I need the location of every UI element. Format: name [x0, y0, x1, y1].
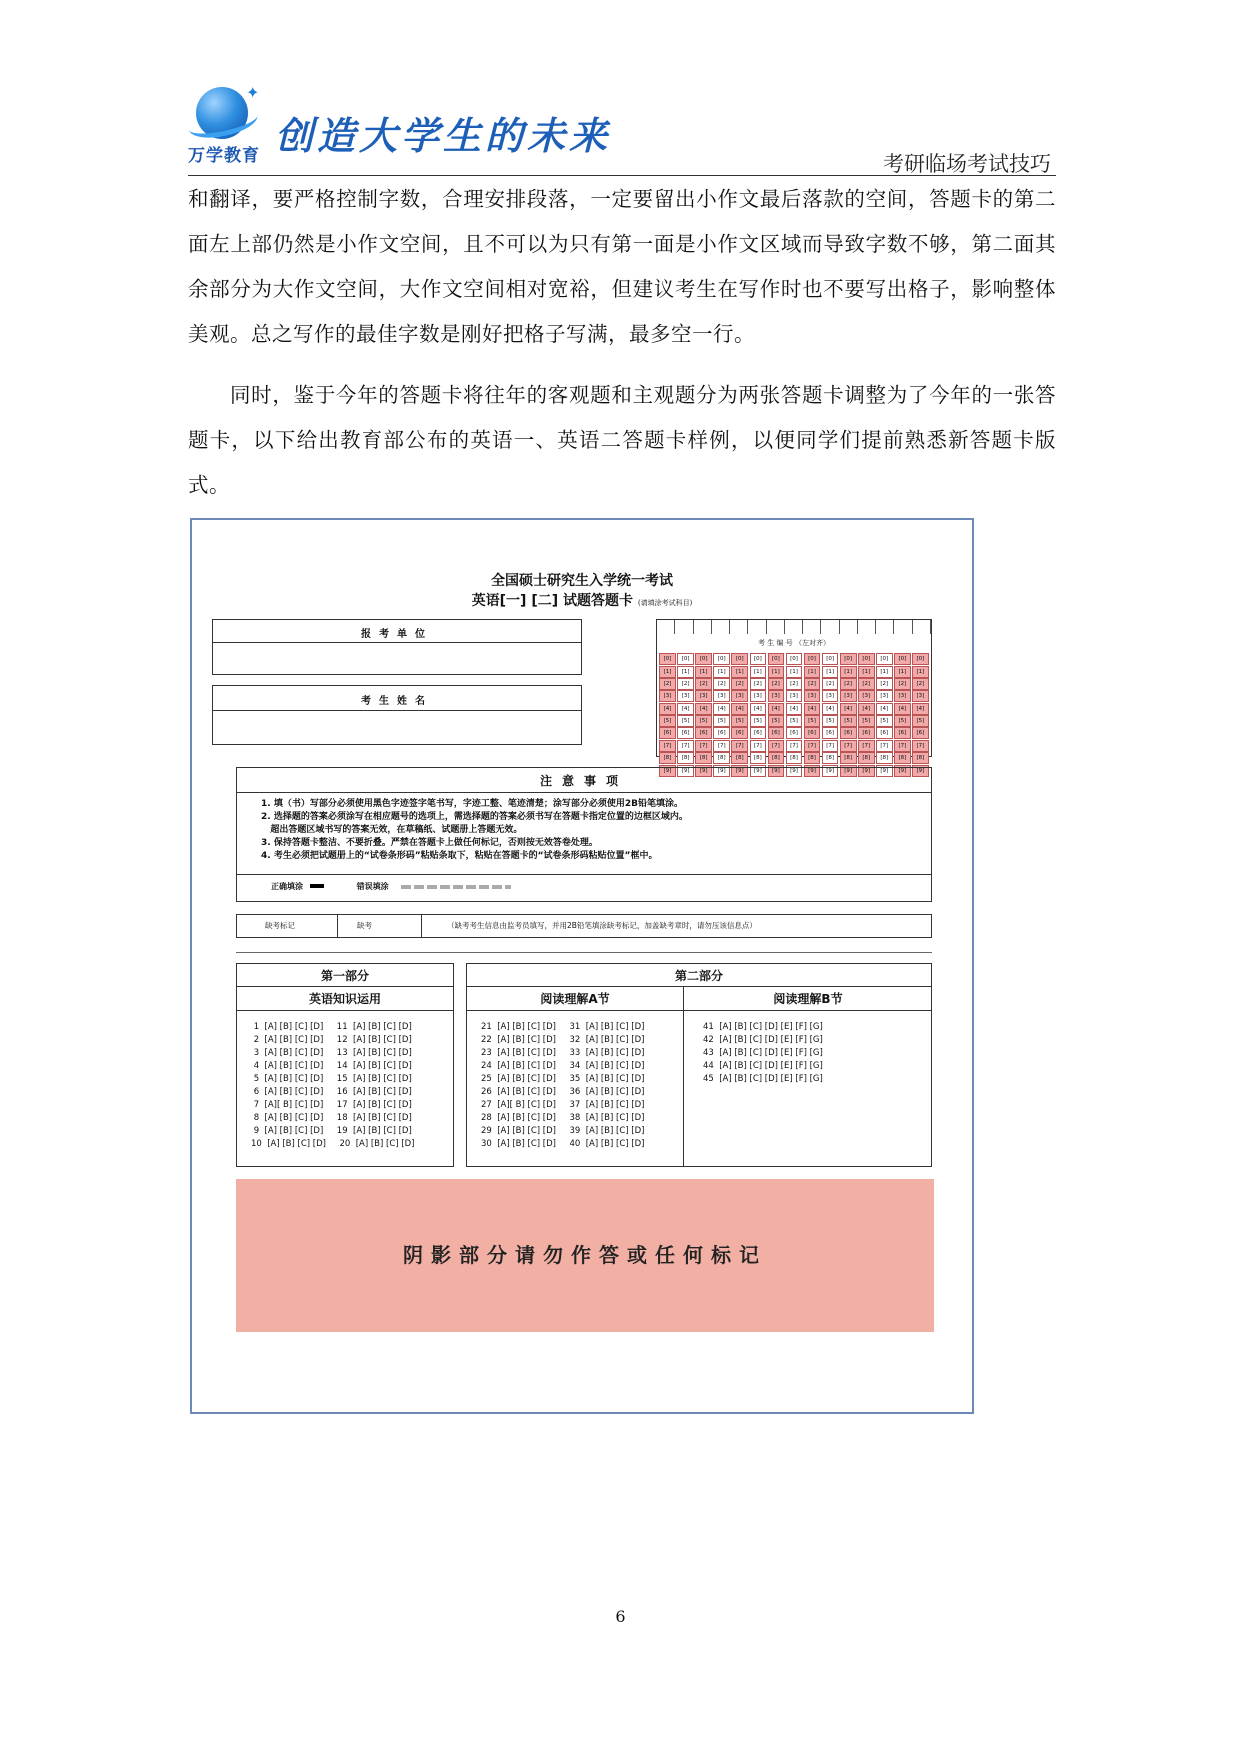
digit-bubble: [9]: [768, 765, 785, 777]
digit-bubble: [4]: [768, 703, 785, 715]
paragraph-1: 和翻译，要严格控制字数，合理安排段落，一定要留出小作文最后落款的空间，答题卡的第二面左上部仍然是小作文空间，且不可以为只有第一面是小作文区域而导致字数不够，第二面其余部分为大作文空间，大作文空间相对宽裕，但建议考生在写作时也不要写出格子，影响整体美观。总之写作的最佳字数是刚好把格子写满，最多空一行。: [188, 187, 1056, 346]
digit-bubble: [2]: [876, 678, 893, 690]
exam-number-column: [659, 653, 676, 774]
digit-bubble: [6]: [894, 727, 911, 739]
digit-bubble: [6]: [713, 727, 730, 739]
exam-number-column: [840, 653, 857, 774]
digit-bubble: [3]: [768, 690, 785, 702]
digit-bubble: [9]: [822, 765, 839, 777]
exam-number-column: [858, 653, 875, 774]
digit-bubble: [1]: [912, 666, 929, 678]
digit-bubble: [6]: [768, 727, 785, 739]
digit-bubble: [7]: [659, 740, 676, 752]
digit-bubble: [4]: [912, 703, 929, 715]
digit-bubble: [1]: [677, 666, 694, 678]
digit-bubble: [1]: [750, 666, 767, 678]
digit-bubble: [2]: [695, 678, 712, 690]
exam-number-column: [677, 653, 694, 774]
paragraph-2: 同时，鉴于今年的答题卡将往年的客观题和主观题分为两张答题卡调整为了今年的一张答题卡，以下给出教育部公布的英语一、英语二答题卡样例，以便同学们提前熟悉新答题卡版式。: [188, 383, 1056, 497]
wrong-fill-label: 错误填涂: [356, 882, 389, 891]
digit-bubble: [2]: [822, 678, 839, 690]
digit-bubble: [8]: [677, 752, 694, 764]
digit-bubble: [0]: [659, 653, 676, 665]
apply-unit-box: [212, 619, 582, 675]
exam-number-box: [656, 619, 932, 774]
digit-bubble: [9]: [840, 765, 857, 777]
digit-bubble: [3]: [912, 690, 929, 702]
exam-number-column: [749, 653, 766, 774]
digit-bubble: [3]: [731, 690, 748, 702]
digit-bubble: [5]: [731, 715, 748, 727]
digit-bubble: [5]: [695, 715, 712, 727]
header-divider: [188, 175, 1056, 176]
digit-bubble: [5]: [659, 715, 676, 727]
digit-bubble: [7]: [695, 740, 712, 752]
digit-bubble: [0]: [840, 653, 857, 665]
digit-bubble: [0]: [695, 653, 712, 665]
digit-bubble: [2]: [840, 678, 857, 690]
absent-mark-label: 缺考标记: [265, 921, 295, 930]
digit-bubble: [4]: [858, 703, 875, 715]
digit-bubble: [2]: [677, 678, 694, 690]
digit-bubble: [7]: [677, 740, 694, 752]
card-subtitle-note: (请填涂考试科目): [637, 599, 693, 607]
digit-bubble: [7]: [768, 740, 785, 752]
digit-bubble: [9]: [677, 765, 694, 777]
digit-bubble: [3]: [786, 690, 803, 702]
digit-bubble: [5]: [912, 715, 929, 727]
digit-bubble: [5]: [876, 715, 893, 727]
note-item: 超出答题区域书写的答案无效，在草稿纸、试题册上答题无效。: [261, 825, 523, 835]
digit-bubble: [8]: [840, 752, 857, 764]
digit-bubble: [8]: [858, 752, 875, 764]
digit-bubble: [7]: [750, 740, 767, 752]
exam-number-column: [767, 653, 784, 774]
shaded-area-text: 阴影部分请勿作答或任何标记: [403, 1243, 767, 1267]
digit-bubble: [2]: [750, 678, 767, 690]
digit-bubble: [9]: [659, 765, 676, 777]
digit-bubble: [7]: [731, 740, 748, 752]
digit-bubble: [5]: [822, 715, 839, 727]
digit-bubble: [9]: [786, 765, 803, 777]
digit-bubble: [5]: [840, 715, 857, 727]
digit-bubble: [8]: [876, 752, 893, 764]
digit-bubble: [2]: [786, 678, 803, 690]
digit-bubble: [5]: [894, 715, 911, 727]
digit-bubble: [3]: [713, 690, 730, 702]
digit-bubble: [8]: [659, 752, 676, 764]
digit-bubble: [6]: [822, 727, 839, 739]
digit-bubble: [1]: [840, 666, 857, 678]
note-item: 4. 考生必须把试题册上的“试卷条形码”粘贴条取下，粘贴在答题卡的“试卷条形码粘贴位置”框中。: [261, 851, 658, 861]
part-one-questions: 1 [A] [B] [C] [D] 11 [A] [B] [C] [D] 2 [A] [B] [C] [D] 12 [A] [B] [C] [D] 3 [A] [B] [C] [D] 13 [A] [B] [C] [D] 4 [A] [B] [C] [D] 14 [A] [B] [C] [D] 5 [A] [B] [C] [D] 15 [A] [B] [C] [D] 6 [A] [B] [C] [D] 16 [A] [B] [C] [D] 7 [A][ B] [C] [D] 17 [A] [B] [C] [D] 8 [A] [B] [C] [D] 18 [A] [B] [C] [D] 9 [A] [B] [C] [D] 19 [A] [B] [C] [D] 10 [A] [B] [C] [D] 20 [A] [B] [C] [D]: [251, 1022, 415, 1149]
part-two-box: [466, 963, 932, 1167]
digit-bubble: [0]: [750, 653, 767, 665]
digit-bubble: [6]: [677, 727, 694, 739]
digit-bubble: [7]: [840, 740, 857, 752]
digit-bubble: [2]: [804, 678, 821, 690]
digit-bubble: [3]: [695, 690, 712, 702]
part-one-title: 第一部分: [320, 969, 369, 983]
digit-bubble: [3]: [876, 690, 893, 702]
digit-bubble: [7]: [858, 740, 875, 752]
exam-number-column: [785, 653, 802, 774]
digit-bubble: [4]: [894, 703, 911, 715]
notes-list: [261, 798, 688, 863]
name-box: [212, 685, 582, 745]
digit-bubble: [0]: [768, 653, 785, 665]
page-number: 6: [615, 1607, 626, 1626]
digit-bubble: [3]: [822, 690, 839, 702]
digit-bubble: [8]: [713, 752, 730, 764]
star-icon: ✦: [246, 83, 260, 102]
digit-bubble: [7]: [912, 740, 929, 752]
notes-box: [236, 767, 932, 902]
note-item: 2. 选择题的答案必须涂写在相应题号的选项上，需选择题的答案必须书写在答题卡指定位置的边框区域内。: [261, 812, 688, 822]
digit-bubble: [6]: [731, 727, 748, 739]
digit-bubble: [6]: [695, 727, 712, 739]
exam-number-column: [822, 653, 839, 774]
exam-number-column: [912, 653, 929, 774]
digit-bubble: [7]: [894, 740, 911, 752]
digit-bubble: [6]: [750, 727, 767, 739]
digit-bubble: [8]: [768, 752, 785, 764]
digit-bubble: [1]: [786, 666, 803, 678]
digit-bubble: [6]: [858, 727, 875, 739]
digit-bubble: [8]: [786, 752, 803, 764]
digit-bubble: [0]: [876, 653, 893, 665]
digit-bubble: [5]: [804, 715, 821, 727]
digit-bubble: [1]: [768, 666, 785, 678]
shaded-area: [236, 1179, 934, 1332]
correct-fill-label: 正确填涂: [271, 882, 303, 891]
part-two-subtitle-a: 阅读理解A节: [540, 992, 610, 1006]
digit-bubble: [7]: [804, 740, 821, 752]
digit-bubble: [4]: [677, 703, 694, 715]
absent-note: （缺考考生信息由监考员填写，并用2B铅笔填涂缺考标记，加盖缺考章时，请勿压该信息点）: [447, 921, 757, 930]
digit-bubble: [6]: [876, 727, 893, 739]
card-subtitle-text: 英语[一] [二] 试题答题卡: [471, 593, 633, 609]
absent-row: [236, 914, 932, 938]
digit-bubble: [3]: [804, 690, 821, 702]
digit-bubble: [5]: [677, 715, 694, 727]
exam-number-column: [731, 653, 748, 774]
digit-bubble: [1]: [695, 666, 712, 678]
digit-bubble: [4]: [786, 703, 803, 715]
digit-bubble: [9]: [750, 765, 767, 777]
absent-label: 缺考: [357, 921, 372, 930]
digit-bubble: [1]: [731, 666, 748, 678]
digit-bubble: [0]: [894, 653, 911, 665]
digit-bubble: [1]: [894, 666, 911, 678]
header-title: 考研临场考试技巧: [883, 152, 1051, 176]
digit-bubble: [2]: [858, 678, 875, 690]
note-item: 3. 保持答题卡整洁、不要折叠。严禁在答题卡上做任何标记，否则按无效答卷处理。: [261, 838, 598, 848]
dashed-divider: [236, 952, 932, 953]
digit-bubble: [0]: [822, 653, 839, 665]
digit-bubble: [9]: [713, 765, 730, 777]
part-two-title: 第二部分: [674, 969, 723, 983]
digit-bubble: [4]: [804, 703, 821, 715]
digit-bubble: [1]: [822, 666, 839, 678]
digit-bubble: [9]: [894, 765, 911, 777]
digit-bubble: [3]: [858, 690, 875, 702]
exam-number-bubbles: [659, 653, 929, 774]
digit-bubble: [6]: [786, 727, 803, 739]
digit-bubble: [7]: [786, 740, 803, 752]
part-two-a-questions: 21 [A] [B] [C] [D] 31 [A] [B] [C] [D] 22 [A] [B] [C] [D] 32 [A] [B] [C] [D] 23 [A] [B] [C] [D] 33 [A] [B] [C] [D] 24 [A] [B] [C] [D] 34 [A] [B] [C] [D] 25 [A] [B] [C] [D] 35 [A] [B] [C] [D] 26 [A] [B] [C] [D] 36 [A] [B] [C] [D] 27 [A][ B] [C] [D] 37 [A] [B] [C] [D] 28 [A] [B] [C] [D] 38 [A] [B] [C] [D] 29 [A] [B] [C] [D] 39 [A] [B] [C] [D] 30 [A] [B] [C] [D] 40 [A] [B] [C] [D]: [481, 1022, 645, 1149]
digit-bubble: [0]: [677, 653, 694, 665]
digit-bubble: [4]: [840, 703, 857, 715]
correct-fill-mark: [310, 884, 324, 888]
digit-bubble: [1]: [804, 666, 821, 678]
exam-number-column: [713, 653, 730, 774]
answer-card-figure: [190, 518, 974, 1414]
digit-bubble: [8]: [731, 752, 748, 764]
digit-bubble: [0]: [713, 653, 730, 665]
digit-bubble: [4]: [695, 703, 712, 715]
digit-bubble: [4]: [713, 703, 730, 715]
digit-bubble: [0]: [858, 653, 875, 665]
digit-bubble: [4]: [731, 703, 748, 715]
digit-bubble: [9]: [912, 765, 929, 777]
digit-bubble: [4]: [822, 703, 839, 715]
digit-bubble: [3]: [677, 690, 694, 702]
apply-unit-label: 报考单位: [361, 629, 433, 640]
digit-bubble: [8]: [822, 752, 839, 764]
digit-bubble: [1]: [659, 666, 676, 678]
digit-bubble: [2]: [768, 678, 785, 690]
notes-heading: 注意事项: [539, 774, 628, 788]
digit-bubble: [6]: [840, 727, 857, 739]
exam-number-column: [804, 653, 821, 774]
part-one-subtitle: 英语知识运用: [308, 992, 381, 1006]
digit-bubble: [6]: [912, 727, 929, 739]
digit-bubble: [0]: [731, 653, 748, 665]
digit-bubble: [5]: [713, 715, 730, 727]
digit-bubble: [3]: [894, 690, 911, 702]
digit-bubble: [8]: [695, 752, 712, 764]
digit-bubble: [5]: [786, 715, 803, 727]
digit-bubble: [2]: [713, 678, 730, 690]
exam-number-column: [695, 653, 712, 774]
digit-bubble: [6]: [659, 727, 676, 739]
card-title: 全国硕士研究生入学统一考试: [491, 573, 673, 589]
digit-bubble: [7]: [876, 740, 893, 752]
name-label: 考生姓名: [361, 696, 433, 707]
part-one-box: [236, 963, 454, 1167]
note-item: 1. 填（书）写部分必须使用黑色字迹签字笔书写，字迹工整、笔迹清楚；涂写部分必须使用2B铅笔填涂。: [261, 799, 683, 809]
part-two-b-questions: 41 [A] [B] [C] [D] [E] [F] [G] 42 [A] [B] [C] [D] [E] [F] [G] 43 [A] [B] [C] [D] [E] [F] [G] 44 [A] [B] [C] [D] [E] [F] [G] 45 [A] [B] [C] [D] [E] [F] [G]: [703, 1022, 823, 1084]
company-logo: [188, 83, 268, 166]
digit-bubble: [0]: [912, 653, 929, 665]
digit-bubble: [5]: [858, 715, 875, 727]
wrong-fill-marks: [401, 885, 511, 889]
digit-bubble: [9]: [695, 765, 712, 777]
part-two-subtitle-b: 阅读理解B节: [773, 992, 843, 1006]
digit-bubble: [8]: [750, 752, 767, 764]
digit-bubble: [2]: [731, 678, 748, 690]
digit-bubble: [0]: [804, 653, 821, 665]
digit-bubble: [4]: [750, 703, 767, 715]
digit-bubble: [3]: [840, 690, 857, 702]
digit-bubble: [7]: [713, 740, 730, 752]
digit-bubble: [2]: [894, 678, 911, 690]
digit-bubble: [6]: [804, 727, 821, 739]
digit-bubble: [2]: [659, 678, 676, 690]
slogan: 创造大学生的未来: [275, 113, 612, 158]
digit-bubble: [9]: [876, 765, 893, 777]
digit-bubble: [1]: [876, 666, 893, 678]
digit-bubble: [7]: [822, 740, 839, 752]
card-subtitle: [192, 590, 972, 610]
digit-bubble: [1]: [713, 666, 730, 678]
digit-bubble: [5]: [768, 715, 785, 727]
digit-bubble: [4]: [876, 703, 893, 715]
digit-bubble: [9]: [858, 765, 875, 777]
digit-bubble: [8]: [894, 752, 911, 764]
logo-text: 万学教育: [188, 146, 260, 166]
digit-bubble: [9]: [804, 765, 821, 777]
fill-example-row: [271, 881, 511, 892]
digit-bubble: [8]: [912, 752, 929, 764]
digit-bubble: [3]: [659, 690, 676, 702]
digit-bubble: [3]: [750, 690, 767, 702]
exam-number-column: [894, 653, 911, 774]
digit-bubble: [8]: [804, 752, 821, 764]
digit-bubble: [4]: [659, 703, 676, 715]
digit-bubble: [5]: [750, 715, 767, 727]
digit-bubble: [2]: [912, 678, 929, 690]
digit-bubble: [0]: [786, 653, 803, 665]
exam-number-label: 考 生 编 号 （左对齐）: [758, 639, 830, 647]
digit-bubble: [9]: [731, 765, 748, 777]
digit-bubble: [1]: [858, 666, 875, 678]
exam-number-column: [876, 653, 893, 774]
